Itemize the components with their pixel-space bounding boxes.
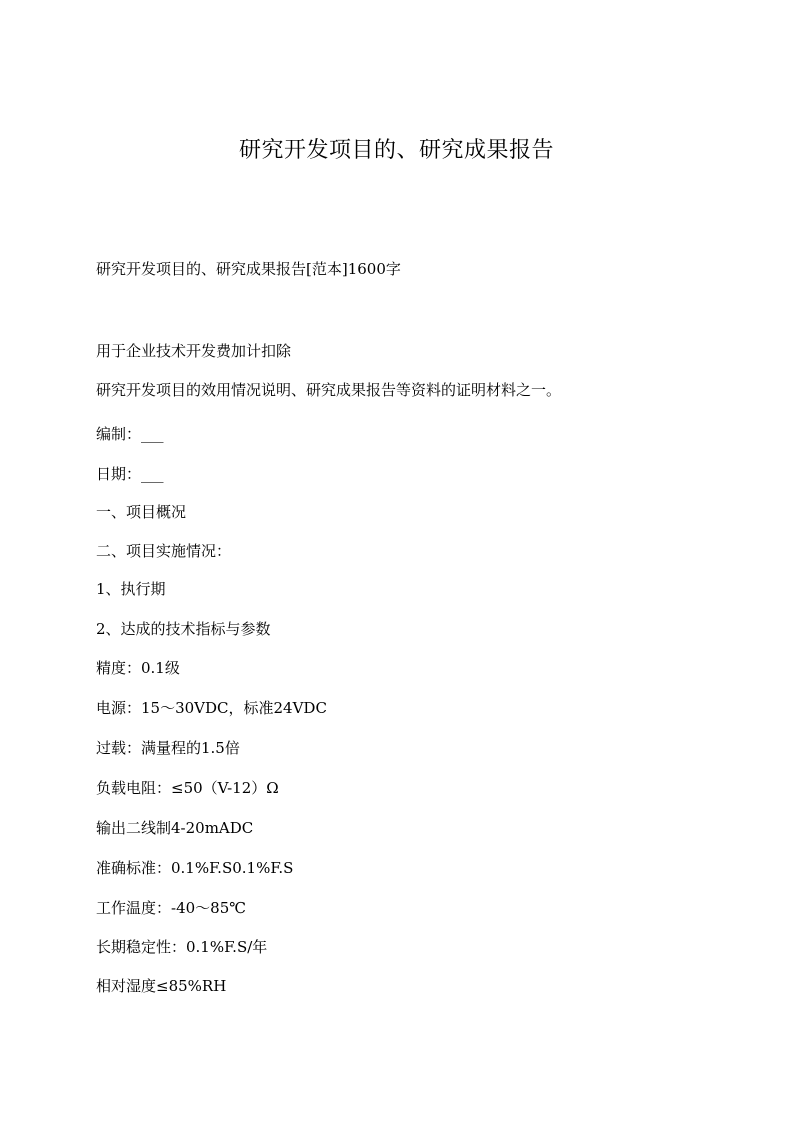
editor-line: 编制：___ bbox=[96, 425, 164, 443]
section-heading: 一、项目概况 bbox=[96, 503, 187, 521]
subsection-heading: 1、执行期 bbox=[96, 580, 166, 598]
paragraph-line: 用于企业技术开发费加计扣除 bbox=[96, 342, 292, 360]
spec-line: 精度：0.1级 bbox=[96, 659, 180, 677]
spec-line: 准确标准：0.1%F.S0.1%F.S bbox=[96, 859, 294, 877]
paragraph-line: 研究开发项目的效用情况说明、研究成果报告等资料的证明材料之一。 bbox=[96, 381, 562, 399]
spec-line: 相对湿度≤85%RH bbox=[96, 977, 227, 995]
spec-line: 负载电阻：≤50（V-12）Ω bbox=[96, 779, 279, 797]
subsection-heading: 2、达成的技术指标与参数 bbox=[96, 620, 271, 638]
spec-line: 长期稳定性：0.1%F.S/年 bbox=[96, 938, 268, 956]
spec-line: 电源：15～30VDC，标准24VDC bbox=[96, 699, 327, 717]
spec-line: 工作温度：-40～85℃ bbox=[96, 899, 247, 917]
spec-line: 过载：满量程的1.5倍 bbox=[96, 739, 240, 757]
subtitle-line: 研究开发项目的、研究成果报告[范本]1600字 bbox=[96, 260, 401, 278]
date-line: 日期：___ bbox=[96, 465, 164, 483]
spec-line: 输出二线制4-20mADC bbox=[96, 819, 254, 837]
page-title: 研究开发项目的、研究成果报告 bbox=[238, 138, 554, 163]
section-heading: 二、项目实施情况： bbox=[96, 542, 232, 560]
